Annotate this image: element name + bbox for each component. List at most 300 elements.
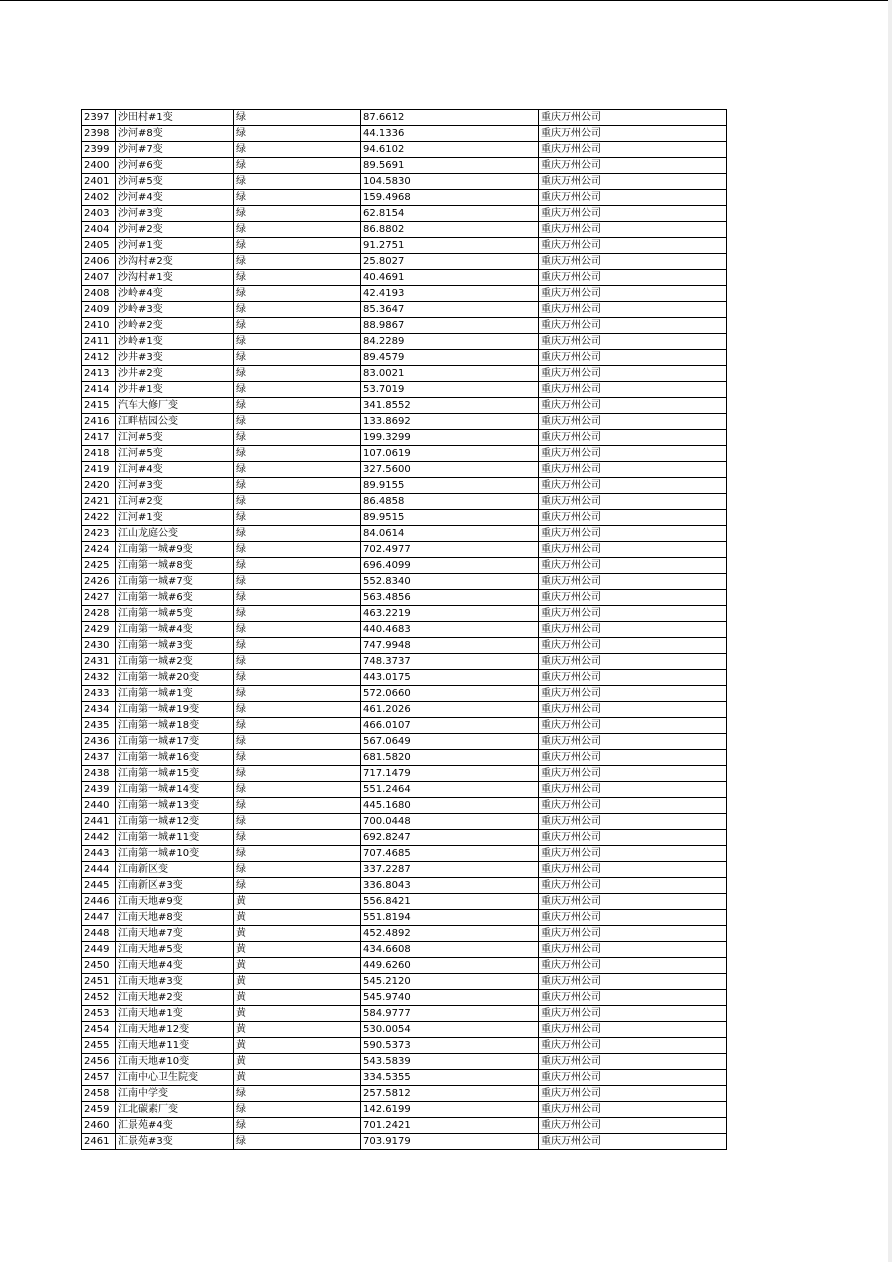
company-cell: 重庆万州公司	[539, 574, 727, 590]
row-number-cell: 2413	[82, 366, 116, 382]
row-number-cell: 2460	[82, 1118, 116, 1134]
status-cell: 绿	[234, 798, 361, 814]
transformer-name-cell: 江南第一城#13变	[116, 798, 234, 814]
status-cell: 绿	[234, 494, 361, 510]
status-cell: 绿	[234, 510, 361, 526]
company-cell: 重庆万州公司	[539, 238, 727, 254]
status-cell: 黄	[234, 1054, 361, 1070]
value-cell: 85.3647	[361, 302, 539, 318]
row-number-cell: 2421	[82, 494, 116, 510]
table-row	[82, 654, 727, 670]
company-cell: 重庆万州公司	[539, 526, 727, 542]
transformer-name-cell: 沙河#7变	[116, 142, 234, 158]
table-row	[82, 590, 727, 606]
status-cell: 黄	[234, 1070, 361, 1086]
transformer-name-cell: 江南天地#5变	[116, 942, 234, 958]
row-number-cell: 2446	[82, 894, 116, 910]
row-number-cell: 2440	[82, 798, 116, 814]
value-cell: 84.0614	[361, 526, 539, 542]
row-number-cell: 2409	[82, 302, 116, 318]
table-row	[82, 190, 727, 206]
table-row	[82, 1118, 727, 1134]
row-number-cell: 2399	[82, 142, 116, 158]
row-number-cell: 2430	[82, 638, 116, 654]
value-cell: 42.4193	[361, 286, 539, 302]
value-cell: 551.8194	[361, 910, 539, 926]
row-number-cell: 2450	[82, 958, 116, 974]
value-cell: 336.8043	[361, 878, 539, 894]
row-number-cell: 2458	[82, 1086, 116, 1102]
table-row	[82, 878, 727, 894]
transformer-name-cell: 江畔桔园公变	[116, 414, 234, 430]
company-cell: 重庆万州公司	[539, 1102, 727, 1118]
row-number-cell: 2424	[82, 542, 116, 558]
value-cell: 86.8802	[361, 222, 539, 238]
row-number-cell: 2403	[82, 206, 116, 222]
transformer-name-cell: 江南第一城#5变	[116, 606, 234, 622]
table-row	[82, 446, 727, 462]
table-row	[82, 606, 727, 622]
value-cell: 449.6260	[361, 958, 539, 974]
value-cell: 545.2120	[361, 974, 539, 990]
transformer-name-cell: 江河#4变	[116, 462, 234, 478]
company-cell: 重庆万州公司	[539, 910, 727, 926]
transformer-name-cell: 江山龙庭公变	[116, 526, 234, 542]
status-cell: 绿	[234, 590, 361, 606]
company-cell: 重庆万州公司	[539, 990, 727, 1006]
company-cell: 重庆万州公司	[539, 766, 727, 782]
table-row	[82, 750, 727, 766]
transformer-name-cell: 沙岭#1变	[116, 334, 234, 350]
table-row	[82, 766, 727, 782]
status-cell: 绿	[234, 366, 361, 382]
value-cell: 91.2751	[361, 238, 539, 254]
value-cell: 257.5812	[361, 1086, 539, 1102]
status-cell: 黄	[234, 1038, 361, 1054]
transformer-name-cell: 江南第一城#19变	[116, 702, 234, 718]
value-cell: 701.2421	[361, 1118, 539, 1134]
company-cell: 重庆万州公司	[539, 158, 727, 174]
status-cell: 绿	[234, 702, 361, 718]
company-cell: 重庆万州公司	[539, 494, 727, 510]
status-cell: 绿	[234, 1102, 361, 1118]
status-cell: 黄	[234, 894, 361, 910]
value-cell: 337.2287	[361, 862, 539, 878]
value-cell: 341.8552	[361, 398, 539, 414]
company-cell: 重庆万州公司	[539, 894, 727, 910]
transformer-name-cell: 江南第一城#9变	[116, 542, 234, 558]
row-number-cell: 2402	[82, 190, 116, 206]
row-number-cell: 2408	[82, 286, 116, 302]
value-cell: 692.8247	[361, 830, 539, 846]
row-number-cell: 2443	[82, 846, 116, 862]
transformer-name-cell: 江河#5变	[116, 430, 234, 446]
transformer-name-cell: 江南中心卫生院变	[116, 1070, 234, 1086]
table-row	[82, 1086, 727, 1102]
company-cell: 重庆万州公司	[539, 126, 727, 142]
data-table	[81, 109, 727, 1150]
transformer-name-cell: 江南第一城#8变	[116, 558, 234, 574]
status-cell: 黄	[234, 1006, 361, 1022]
transformer-name-cell: 江南第一城#11变	[116, 830, 234, 846]
transformer-name-cell: 沙河#3变	[116, 206, 234, 222]
status-cell: 绿	[234, 174, 361, 190]
company-cell: 重庆万州公司	[539, 414, 727, 430]
row-number-cell: 2425	[82, 558, 116, 574]
transformer-name-cell: 江南新区#3变	[116, 878, 234, 894]
row-number-cell: 2429	[82, 622, 116, 638]
status-cell: 绿	[234, 766, 361, 782]
status-cell: 绿	[234, 302, 361, 318]
value-cell: 703.9179	[361, 1134, 539, 1150]
table-row	[82, 510, 727, 526]
status-cell: 绿	[234, 398, 361, 414]
company-cell: 重庆万州公司	[539, 1134, 727, 1150]
value-cell: 434.6608	[361, 942, 539, 958]
row-number-cell: 2447	[82, 910, 116, 926]
company-cell: 重庆万州公司	[539, 510, 727, 526]
table-row	[82, 110, 727, 126]
company-cell: 重庆万州公司	[539, 926, 727, 942]
transformer-name-cell: 沙沟村#1变	[116, 270, 234, 286]
company-cell: 重庆万州公司	[539, 206, 727, 222]
value-cell: 89.5691	[361, 158, 539, 174]
company-cell: 重庆万州公司	[539, 750, 727, 766]
row-number-cell: 2414	[82, 382, 116, 398]
value-cell: 584.9777	[361, 1006, 539, 1022]
table-row	[82, 574, 727, 590]
row-number-cell: 2428	[82, 606, 116, 622]
value-cell: 552.8340	[361, 574, 539, 590]
company-cell: 重庆万州公司	[539, 1086, 727, 1102]
status-cell: 绿	[234, 254, 361, 270]
row-number-cell: 2434	[82, 702, 116, 718]
table-row	[82, 254, 727, 270]
table-row	[82, 270, 727, 286]
status-cell: 绿	[234, 238, 361, 254]
transformer-name-cell: 江南天地#2变	[116, 990, 234, 1006]
value-cell: 44.1336	[361, 126, 539, 142]
company-cell: 重庆万州公司	[539, 1118, 727, 1134]
status-cell: 绿	[234, 862, 361, 878]
value-cell: 747.9948	[361, 638, 539, 654]
company-cell: 重庆万州公司	[539, 670, 727, 686]
value-cell: 445.1680	[361, 798, 539, 814]
transformer-name-cell: 江南第一城#17变	[116, 734, 234, 750]
transformer-name-cell: 江南天地#7变	[116, 926, 234, 942]
row-number-cell: 2431	[82, 654, 116, 670]
status-cell: 绿	[234, 350, 361, 366]
table-row	[82, 1038, 727, 1054]
company-cell: 重庆万州公司	[539, 734, 727, 750]
status-cell: 黄	[234, 1022, 361, 1038]
table-row	[82, 222, 727, 238]
value-cell: 199.3299	[361, 430, 539, 446]
table-row	[82, 334, 727, 350]
company-cell: 重庆万州公司	[539, 1054, 727, 1070]
row-number-cell: 2461	[82, 1134, 116, 1150]
table-row	[82, 686, 727, 702]
status-cell: 绿	[234, 750, 361, 766]
transformer-name-cell: 沙河#2变	[116, 222, 234, 238]
value-cell: 86.4858	[361, 494, 539, 510]
transformer-name-cell: 沙井#2变	[116, 366, 234, 382]
table-row	[82, 382, 727, 398]
company-cell: 重庆万州公司	[539, 686, 727, 702]
company-cell: 重庆万州公司	[539, 142, 727, 158]
value-cell: 551.2464	[361, 782, 539, 798]
table-row	[82, 526, 727, 542]
row-number-cell: 2416	[82, 414, 116, 430]
company-cell: 重庆万州公司	[539, 382, 727, 398]
transformer-name-cell: 江南第一城#20变	[116, 670, 234, 686]
transformer-name-cell: 江南天地#10变	[116, 1054, 234, 1070]
company-cell: 重庆万州公司	[539, 446, 727, 462]
table-row	[82, 622, 727, 638]
table-row	[82, 1006, 727, 1022]
row-number-cell: 2426	[82, 574, 116, 590]
status-cell: 绿	[234, 190, 361, 206]
row-number-cell: 2435	[82, 718, 116, 734]
company-cell: 重庆万州公司	[539, 814, 727, 830]
status-cell: 绿	[234, 334, 361, 350]
transformer-name-cell: 沙河#1变	[116, 238, 234, 254]
transformer-name-cell: 江南天地#11变	[116, 1038, 234, 1054]
status-cell: 绿	[234, 1134, 361, 1150]
value-cell: 717.1479	[361, 766, 539, 782]
value-cell: 89.9515	[361, 510, 539, 526]
company-cell: 重庆万州公司	[539, 782, 727, 798]
value-cell: 443.0175	[361, 670, 539, 686]
value-cell: 40.4691	[361, 270, 539, 286]
value-cell: 696.4099	[361, 558, 539, 574]
row-number-cell: 2449	[82, 942, 116, 958]
row-number-cell: 2432	[82, 670, 116, 686]
status-cell: 绿	[234, 158, 361, 174]
table-row	[82, 670, 727, 686]
status-cell: 绿	[234, 718, 361, 734]
status-cell: 绿	[234, 638, 361, 654]
value-cell: 748.3737	[361, 654, 539, 670]
table-row	[82, 814, 727, 830]
status-cell: 绿	[234, 222, 361, 238]
value-cell: 707.4685	[361, 846, 539, 862]
value-cell: 590.5373	[361, 1038, 539, 1054]
company-cell: 重庆万州公司	[539, 254, 727, 270]
transformer-name-cell: 沙田村#1变	[116, 110, 234, 126]
company-cell: 重庆万州公司	[539, 1070, 727, 1086]
table-row	[82, 1022, 727, 1038]
status-cell: 绿	[234, 830, 361, 846]
row-number-cell: 2407	[82, 270, 116, 286]
table-row	[82, 414, 727, 430]
value-cell: 681.5820	[361, 750, 539, 766]
company-cell: 重庆万州公司	[539, 430, 727, 446]
status-cell: 绿	[234, 1086, 361, 1102]
status-cell: 绿	[234, 878, 361, 894]
row-number-cell: 2422	[82, 510, 116, 526]
transformer-name-cell: 沙河#4变	[116, 190, 234, 206]
transformer-name-cell: 江南天地#9变	[116, 894, 234, 910]
transformer-name-cell: 汇景苑#4变	[116, 1118, 234, 1134]
status-cell: 绿	[234, 846, 361, 862]
transformer-name-cell: 江南第一城#2变	[116, 654, 234, 670]
row-number-cell: 2456	[82, 1054, 116, 1070]
table-row	[82, 542, 727, 558]
company-cell: 重庆万州公司	[539, 654, 727, 670]
company-cell: 重庆万州公司	[539, 1038, 727, 1054]
status-cell: 绿	[234, 126, 361, 142]
table-row	[82, 926, 727, 942]
company-cell: 重庆万州公司	[539, 350, 727, 366]
transformer-name-cell: 江南第一城#16变	[116, 750, 234, 766]
row-number-cell: 2442	[82, 830, 116, 846]
transformer-name-cell: 江河#5变	[116, 446, 234, 462]
row-number-cell: 2401	[82, 174, 116, 190]
row-number-cell: 2444	[82, 862, 116, 878]
row-number-cell: 2459	[82, 1102, 116, 1118]
transformer-name-cell: 江南新区变	[116, 862, 234, 878]
transformer-name-cell: 江南第一城#1变	[116, 686, 234, 702]
transformer-name-cell: 江北碳素厂变	[116, 1102, 234, 1118]
transformer-name-cell: 汽车大修厂变	[116, 398, 234, 414]
company-cell: 重庆万州公司	[539, 830, 727, 846]
status-cell: 绿	[234, 574, 361, 590]
row-number-cell: 2400	[82, 158, 116, 174]
table-row	[82, 558, 727, 574]
value-cell: 530.0054	[361, 1022, 539, 1038]
value-cell: 89.9155	[361, 478, 539, 494]
status-cell: 绿	[234, 814, 361, 830]
value-cell: 334.5355	[361, 1070, 539, 1086]
status-cell: 黄	[234, 958, 361, 974]
transformer-name-cell: 江南第一城#6变	[116, 590, 234, 606]
table-row	[82, 702, 727, 718]
row-number-cell: 2455	[82, 1038, 116, 1054]
row-number-cell: 2415	[82, 398, 116, 414]
transformer-name-cell: 沙岭#4变	[116, 286, 234, 302]
table-row	[82, 958, 727, 974]
company-cell: 重庆万州公司	[539, 270, 727, 286]
transformer-name-cell: 沙岭#2变	[116, 318, 234, 334]
status-cell: 黄	[234, 990, 361, 1006]
transformer-name-cell: 江南第一城#12变	[116, 814, 234, 830]
company-cell: 重庆万州公司	[539, 462, 727, 478]
transformer-name-cell: 江南第一城#7变	[116, 574, 234, 590]
transformer-name-cell: 沙井#3变	[116, 350, 234, 366]
value-cell: 62.8154	[361, 206, 539, 222]
transformer-name-cell: 沙河#6变	[116, 158, 234, 174]
table-row	[82, 462, 727, 478]
row-number-cell: 2406	[82, 254, 116, 270]
table-row	[82, 398, 727, 414]
table-row	[82, 830, 727, 846]
transformer-name-cell: 沙河#5变	[116, 174, 234, 190]
table-body	[82, 110, 727, 1150]
transformer-name-cell: 汇景苑#3变	[116, 1134, 234, 1150]
value-cell: 87.6612	[361, 110, 539, 126]
status-cell: 绿	[234, 206, 361, 222]
row-number-cell: 2453	[82, 1006, 116, 1022]
table-row	[82, 302, 727, 318]
table-row	[82, 846, 727, 862]
status-cell: 绿	[234, 142, 361, 158]
company-cell: 重庆万州公司	[539, 878, 727, 894]
row-number-cell: 2438	[82, 766, 116, 782]
company-cell: 重庆万州公司	[539, 798, 727, 814]
company-cell: 重庆万州公司	[539, 958, 727, 974]
company-cell: 重庆万州公司	[539, 942, 727, 958]
row-number-cell: 2448	[82, 926, 116, 942]
row-number-cell: 2397	[82, 110, 116, 126]
page-top-rule	[0, 0, 892, 1]
transformer-name-cell: 沙岭#3变	[116, 302, 234, 318]
transformer-name-cell: 江南第一城#3变	[116, 638, 234, 654]
transformer-name-cell: 江南天地#1变	[116, 1006, 234, 1022]
value-cell: 133.8692	[361, 414, 539, 430]
status-cell: 绿	[234, 286, 361, 302]
company-cell: 重庆万州公司	[539, 302, 727, 318]
value-cell: 94.6102	[361, 142, 539, 158]
transformer-name-cell: 沙井#1变	[116, 382, 234, 398]
table-row	[82, 638, 727, 654]
row-number-cell: 2417	[82, 430, 116, 446]
row-number-cell: 2445	[82, 878, 116, 894]
value-cell: 89.4579	[361, 350, 539, 366]
table-row	[82, 990, 727, 1006]
row-number-cell: 2418	[82, 446, 116, 462]
value-cell: 567.0649	[361, 734, 539, 750]
value-cell: 142.6199	[361, 1102, 539, 1118]
value-cell: 88.9867	[361, 318, 539, 334]
status-cell: 绿	[234, 478, 361, 494]
table-row	[82, 1054, 727, 1070]
company-cell: 重庆万州公司	[539, 478, 727, 494]
transformer-name-cell: 江南第一城#15变	[116, 766, 234, 782]
table-row	[82, 430, 727, 446]
table-row	[82, 174, 727, 190]
status-cell: 绿	[234, 462, 361, 478]
row-number-cell: 2452	[82, 990, 116, 1006]
value-cell: 25.8027	[361, 254, 539, 270]
value-cell: 572.0660	[361, 686, 539, 702]
table-row	[82, 142, 727, 158]
row-number-cell: 2405	[82, 238, 116, 254]
status-cell: 黄	[234, 974, 361, 990]
transformer-name-cell: 江河#2变	[116, 494, 234, 510]
company-cell: 重庆万州公司	[539, 606, 727, 622]
status-cell: 黄	[234, 926, 361, 942]
company-cell: 重庆万州公司	[539, 110, 727, 126]
company-cell: 重庆万州公司	[539, 1022, 727, 1038]
table-row	[82, 206, 727, 222]
value-cell: 440.4683	[361, 622, 539, 638]
status-cell: 绿	[234, 686, 361, 702]
row-number-cell: 2410	[82, 318, 116, 334]
table-row	[82, 942, 727, 958]
value-cell: 463.2219	[361, 606, 539, 622]
status-cell: 黄	[234, 910, 361, 926]
transformer-name-cell: 江南第一城#4变	[116, 622, 234, 638]
table-row	[82, 350, 727, 366]
company-cell: 重庆万州公司	[539, 366, 727, 382]
status-cell: 绿	[234, 318, 361, 334]
table-row	[82, 974, 727, 990]
table-row	[82, 494, 727, 510]
row-number-cell: 2398	[82, 126, 116, 142]
row-number-cell: 2441	[82, 814, 116, 830]
transformer-name-cell: 江河#1变	[116, 510, 234, 526]
